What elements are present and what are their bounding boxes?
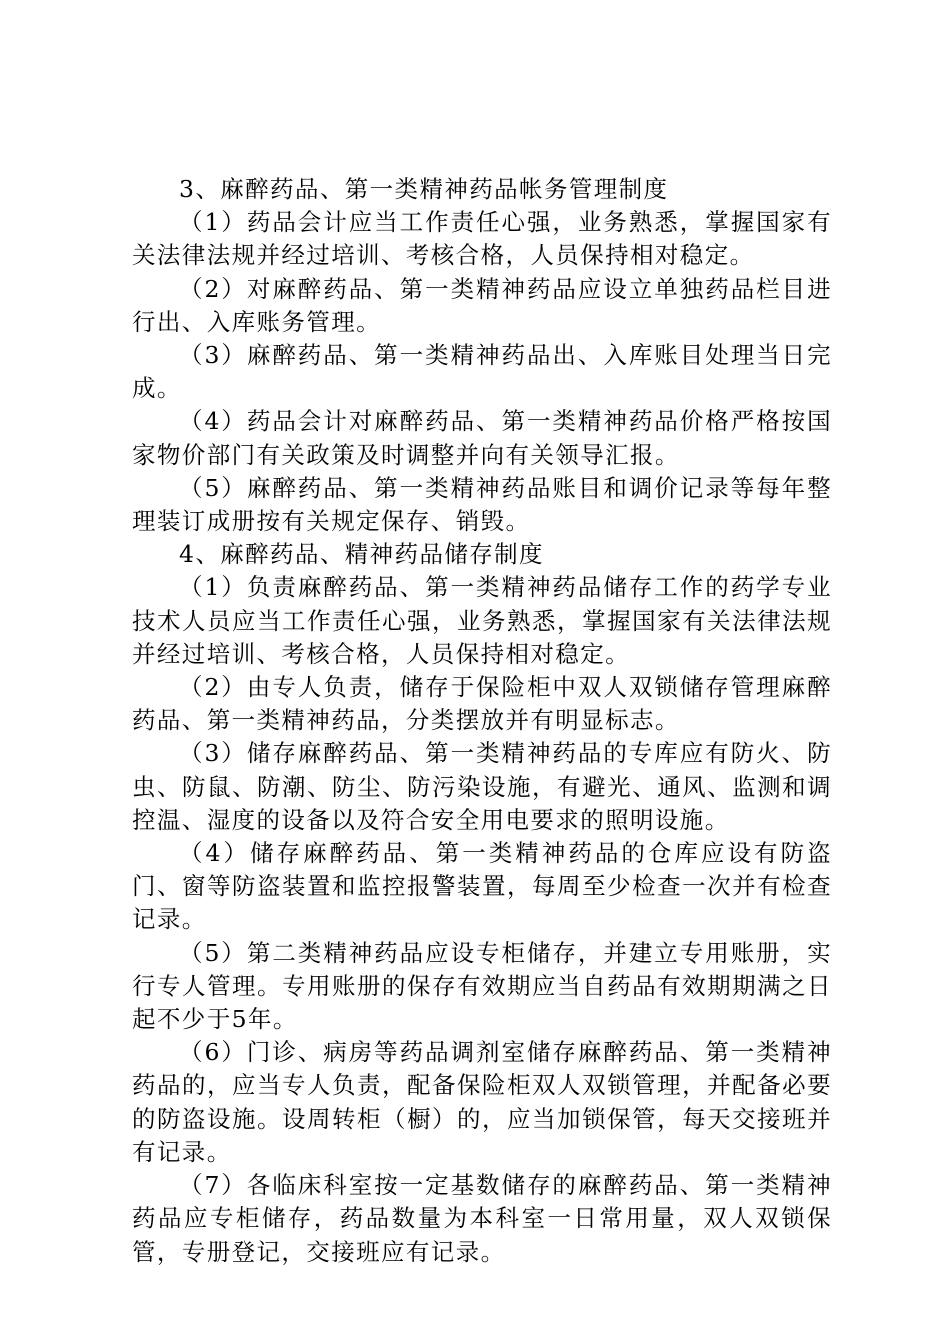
paragraph-4-5: （5）第二类精神药品应设专柜储存，并建立专用账册，实行专人管理。专用账册的保存有效期应当自药品有效期期满之日起不少于5年。 — [132, 938, 832, 1034]
paragraph-4-6: （6）门诊、病房等药品调剂室储存麻醉药品、第一类精神药品的，应当专人负责，配备保险柜双人双锁管理，并配备必要的防盗设施。设周转柜（橱）的，应当加锁保管，每天交接班并有记录。 — [132, 1038, 832, 1166]
section-heading-3: 3、麻醉药品、第一类精神药品帐务管理制度 — [179, 175, 669, 203]
paragraph-3-1: （1）药品会计应当工作责任心强，业务熟悉，掌握国家有关法律法规并经过培训、考核合格，人员保持相对稳定。 — [132, 208, 832, 270]
paragraph-4-7: （7）各临床科室按一定基数储存的麻醉药品、第一类精神药品应专柜储存，药品数量为本科室一日常用量，双人双锁保管，专册登记，交接班应有记录。 — [132, 1171, 832, 1266]
paragraph-3-4: （4）药品会计对麻醉药品、第一类精神药品价格严格按国家物价部门有关政策及时调整并向有关领导汇报。 — [132, 407, 832, 469]
paragraph-4-4: （4）储存麻醉药品、第一类精神药品的仓库应设有防盗门、窗等防盗装置和监控报警装置，每周至少检查一次并有检查记录。 — [132, 839, 832, 934]
paragraph-3-5: （5）麻醉药品、第一类精神药品账目和调价记录等每年整理装订成册按有关规定保存、销毁。 — [132, 473, 832, 536]
document-body — [132, 173, 832, 1269]
paragraph-4-1: （1）负责麻醉药品、第一类精神药品储存工作的药学专业技术人员应当工作责任心强，业务熟悉，掌握国家有关法律法规并经过培训、考核合格，人员保持相对稳定。 — [132, 573, 832, 668]
paragraph-3-3: （3）麻醉药品、第一类精神药品出、入库账目处理当日完成。 — [132, 341, 832, 403]
paragraph-3-2: （2）对麻醉药品、第一类精神药品应设立单独药品栏目进行出、入库账务管理。 — [132, 274, 832, 336]
paragraph-4-3: （3）储存麻醉药品、第一类精神药品的专库应有防火、防虫、防鼠、防潮、防尘、防污染设施，有避光、通风、监测和调控温、湿度的设备以及符合安全用电要求的照明设施。 — [132, 739, 832, 834]
section-heading-4: 4、麻醉药品、精神药品储存制度 — [179, 540, 544, 569]
paragraph-4-2: （2）由专人负责，储存于保险柜中双人双锁储存管理麻醉药品、第一类精神药品，分类摆放并有明显标志。 — [132, 673, 832, 735]
